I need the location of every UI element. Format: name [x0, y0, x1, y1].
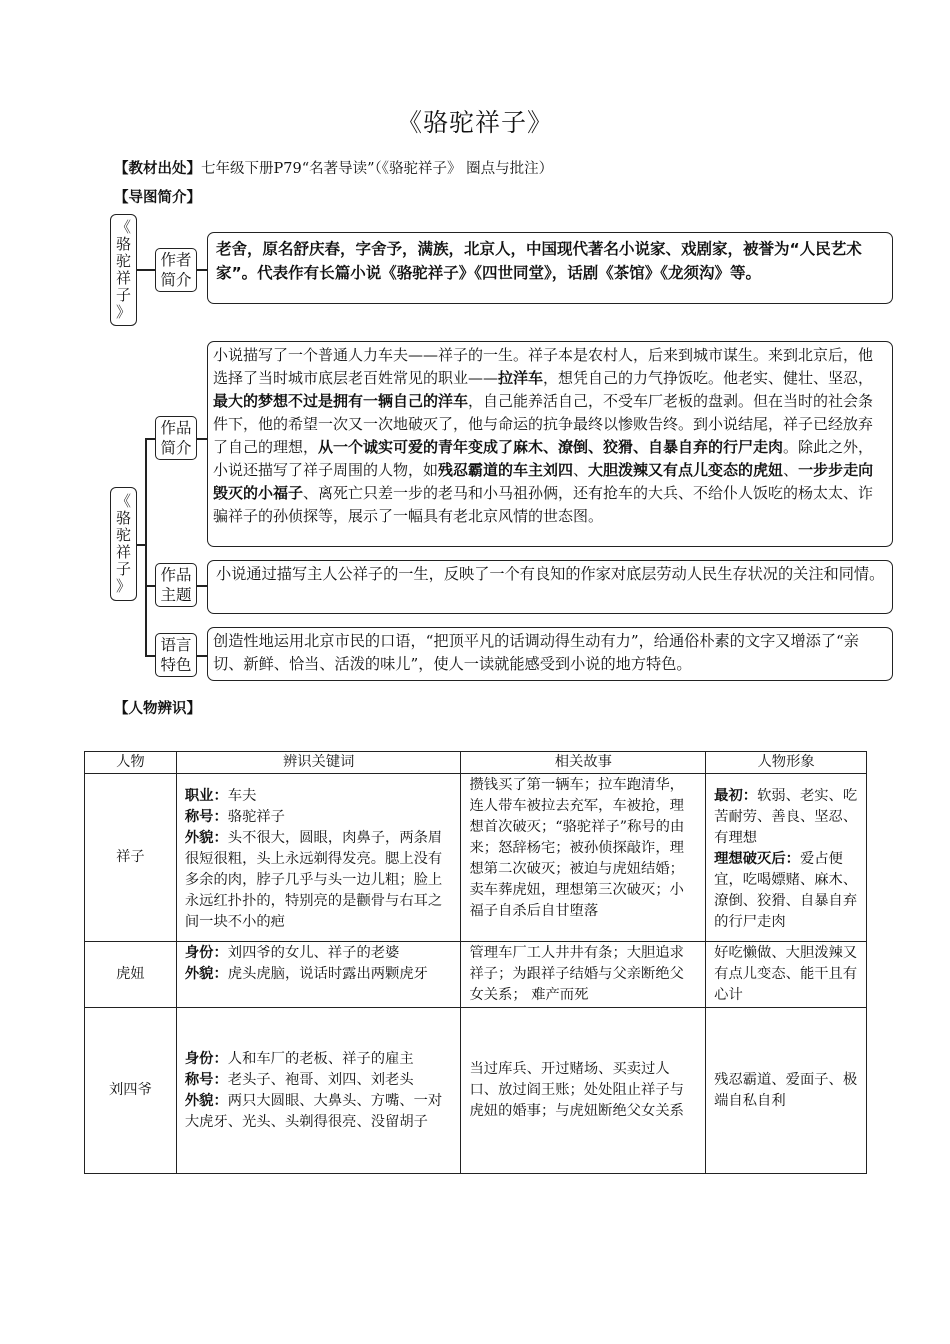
story-cell: 当过库兵、开过赌场、买卖过人口、放过阎王账；处处阻止祥子与虎妞的婚事；与虎妞断绝父女关系: [461, 1008, 706, 1174]
keyword-key: 称号：: [184, 809, 228, 825]
book-title-box-1: [110, 214, 137, 326]
intro-text: [207, 341, 893, 547]
table-row: [85, 942, 867, 1008]
keywords-cell: [176, 942, 461, 1008]
connector: [197, 655, 207, 657]
label-line: 作品: [160, 419, 192, 437]
story-cell: 攒钱买了第一辆车；拉车跑清华，连人带车被拉去充军，车被抢，理想首次破灭；“骆驼祥子”称号的由来；怒辞杨宅；被孙侦探敲诈，理想第二次破灭；被迫与虎妞结婚；卖车葬虎妞，理想第三次破灭；小福子自杀后自甘堕落: [461, 774, 706, 942]
characters-table: [84, 751, 867, 1174]
table-row: [85, 1008, 867, 1174]
label-line: 简介: [160, 439, 192, 457]
image-value: 爱占便宜，吃喝嫖赌、麻木、潦倒、狡猾、自暴自弃的行尸走肉: [714, 851, 858, 930]
intro-highlight: 一步步走向毁灭的小福子: [213, 461, 874, 502]
label-line: 作品: [160, 566, 192, 584]
book-title-char: 》: [115, 303, 131, 321]
col-header: 相关故事: [461, 752, 706, 774]
image-cell: 好吃懒做、大胆泼辣又有点儿变态、能干且有心计: [706, 942, 867, 1008]
theme-text: 小说通过描写主人公祥子的一生，反映了一个有良知的作家对底层劳动人民生存状况的关注和同情。: [207, 560, 893, 614]
intro-highlight: 从一个诚实可爱的青年变成了麻木、潦倒、狡猾、自暴自弃的行尸走肉: [318, 438, 784, 456]
book-title-char: 骆: [115, 509, 131, 527]
intro-highlight: 拉洋车: [498, 369, 544, 387]
connector: [197, 269, 207, 271]
language-text: 创造性地运用北京市民的口语，“把顶平凡的话调动得生动有力”，给通俗朴素的文字又增添了“亲切、新鲜、恰当、活泼的味儿”，使人一读就能感受到小说的地方特色。: [207, 627, 893, 681]
connector: [137, 544, 145, 546]
image-key: 最初：: [714, 788, 758, 804]
connector: [197, 438, 207, 440]
keyword-value: 老头子、袍哥、刘四、刘老头: [227, 1071, 414, 1088]
label-intro: [155, 416, 197, 460]
book-title-char: 祥: [115, 543, 131, 561]
intro-part: 、: [573, 461, 589, 479]
keyword-key: 称号：: [184, 1071, 228, 1088]
label-line: 作者: [160, 251, 192, 269]
source-line: [114, 157, 553, 178]
connector: [145, 438, 155, 440]
keywords-cell: [176, 1008, 461, 1174]
source-text: 七年级下册P79“名著导读”（《骆驼祥子》 圈点与批注）: [201, 161, 554, 177]
label-author: [155, 248, 197, 292]
image-value: 软弱、老实、吃苦耐劳、善良、坚忍、有理想: [714, 788, 858, 846]
keyword-key: 外貌：: [184, 1092, 228, 1109]
keyword-value: 车夫: [227, 788, 257, 804]
story-cell: 管理车厂工人井井有条；大胆追求祥子；为跟祥子结婚与父亲断绝父女关系； 难产而死: [461, 942, 706, 1008]
col-header: 辨识关键词: [176, 752, 461, 774]
table-row: [85, 774, 867, 942]
intro-part: ，想凭自己的力气挣饭吃。他老实、健壮、坚忍，: [543, 369, 874, 387]
book-title-char: 骆: [115, 235, 131, 253]
source-label: 【教材出处】: [114, 161, 201, 177]
label-line: 主题: [160, 586, 192, 604]
author-text: 老舍，原名舒庆春，字舍予，满族，北京人，中国现代著名小说家、戏剧家，被誉为“人民艺术家”。代表作有长篇小说《骆驼祥子》《四世同堂》，话剧《茶馆》《龙须沟》等。: [207, 232, 893, 304]
page-title: 《骆驼祥子》: [396, 108, 553, 137]
table-header-row: [85, 752, 867, 774]
label-line: 特色: [160, 656, 192, 674]
image-cell: [706, 774, 867, 942]
keyword-key: 职业：: [184, 788, 228, 804]
keywords-cell: [176, 774, 461, 942]
intro-part: 小说描写了一个普通人力车夫——祥子的一生。祥子本是农村人，后来到城市谋生。来到北京后，他选择了当时城市底层老百姓常见的职业——: [213, 346, 874, 387]
col-header: 人物: [85, 752, 177, 774]
intro-part: ，自己能养活自己，不受车厂老板的盘剥。但在当时的社会条件下，他的希望一次又一次地破灭了，他与命运的抗争最终以惨败告终。到小说结尾，祥子已经放弃了自己的理想，: [213, 392, 874, 456]
mindmap-heading: 【导图简介】: [114, 190, 201, 206]
image-cell: 残忍霸道、爱面子、极端自私自利: [706, 1008, 867, 1174]
image-key: 理想破灭后：: [714, 851, 800, 867]
book-title-char: 驼: [115, 252, 131, 270]
character-name: 虎妞: [85, 942, 177, 1008]
book-title-char: 《: [115, 492, 131, 510]
character-name: 刘四爷: [85, 1008, 177, 1174]
intro-highlight: 大胆泼辣又有点儿变态的虎妞: [588, 461, 784, 479]
book-title-char: 祥: [115, 269, 131, 287]
intro-part: 、离死亡只差一步的老马和小马祖孙俩，还有抢车的大兵、不给仆人饭吃的杨太太、诈骗祥子的孙侦探等，展示了一幅具有老北京风情的世态图。: [213, 484, 874, 525]
intro-highlight: 残忍霸道的车主刘四: [438, 461, 574, 479]
label-line: 简介: [160, 271, 192, 289]
keyword-key: 外貌：: [184, 830, 228, 846]
keyword-key: 身份：: [184, 1050, 228, 1067]
connector: [137, 269, 155, 271]
keyword-key: 外貌：: [184, 966, 228, 982]
keyword-value: 刘四爷的女儿、祥子的老婆: [227, 945, 400, 961]
connector: [145, 585, 155, 587]
col-header: 人物形象: [706, 752, 867, 774]
book-title-char: 驼: [115, 526, 131, 544]
label-line: 语言: [160, 636, 192, 654]
book-title-char: 》: [115, 577, 131, 595]
keyword-key: 身份：: [184, 945, 228, 961]
book-title-char: 《: [115, 218, 131, 236]
book-title-char: 子: [115, 286, 131, 304]
keyword-value: 头不很大，圆眼，肉鼻子，两条眉很短很粗，头上永远剃得发亮。腮上没有多余的肉，脖子几乎与头一边儿粗；脸上永远红扑扑的，特别亮的是颧骨与右耳之间一块不小的疤: [184, 830, 443, 930]
book-title-box-2: [110, 487, 137, 601]
keyword-value: 人和车厂的老板、祥子的雇主: [227, 1050, 414, 1067]
book-title-char: 子: [115, 560, 131, 578]
connector-vertical: [145, 438, 147, 656]
label-language: [155, 633, 197, 677]
connector: [197, 585, 207, 587]
intro-highlight: 最大的梦想不过是拥有一辆自己的洋车: [213, 392, 469, 410]
intro-part: 、: [783, 461, 799, 479]
keyword-value: 虎头虎脑，说话时露出两颗虎牙: [227, 966, 428, 982]
characters-heading: 【人物辨识】: [114, 701, 201, 717]
keyword-value: 两只大圆眼、大鼻头、方嘴、一对大虎牙、光头、头剃得很亮、没留胡子: [184, 1092, 443, 1130]
intro-part: 。除此之外，小说还描写了祥子周围的人物，如: [213, 438, 874, 479]
connector: [145, 655, 155, 657]
keyword-value: 骆驼祥子: [227, 809, 285, 825]
character-name: 祥子: [85, 774, 177, 942]
label-theme: [155, 563, 197, 607]
